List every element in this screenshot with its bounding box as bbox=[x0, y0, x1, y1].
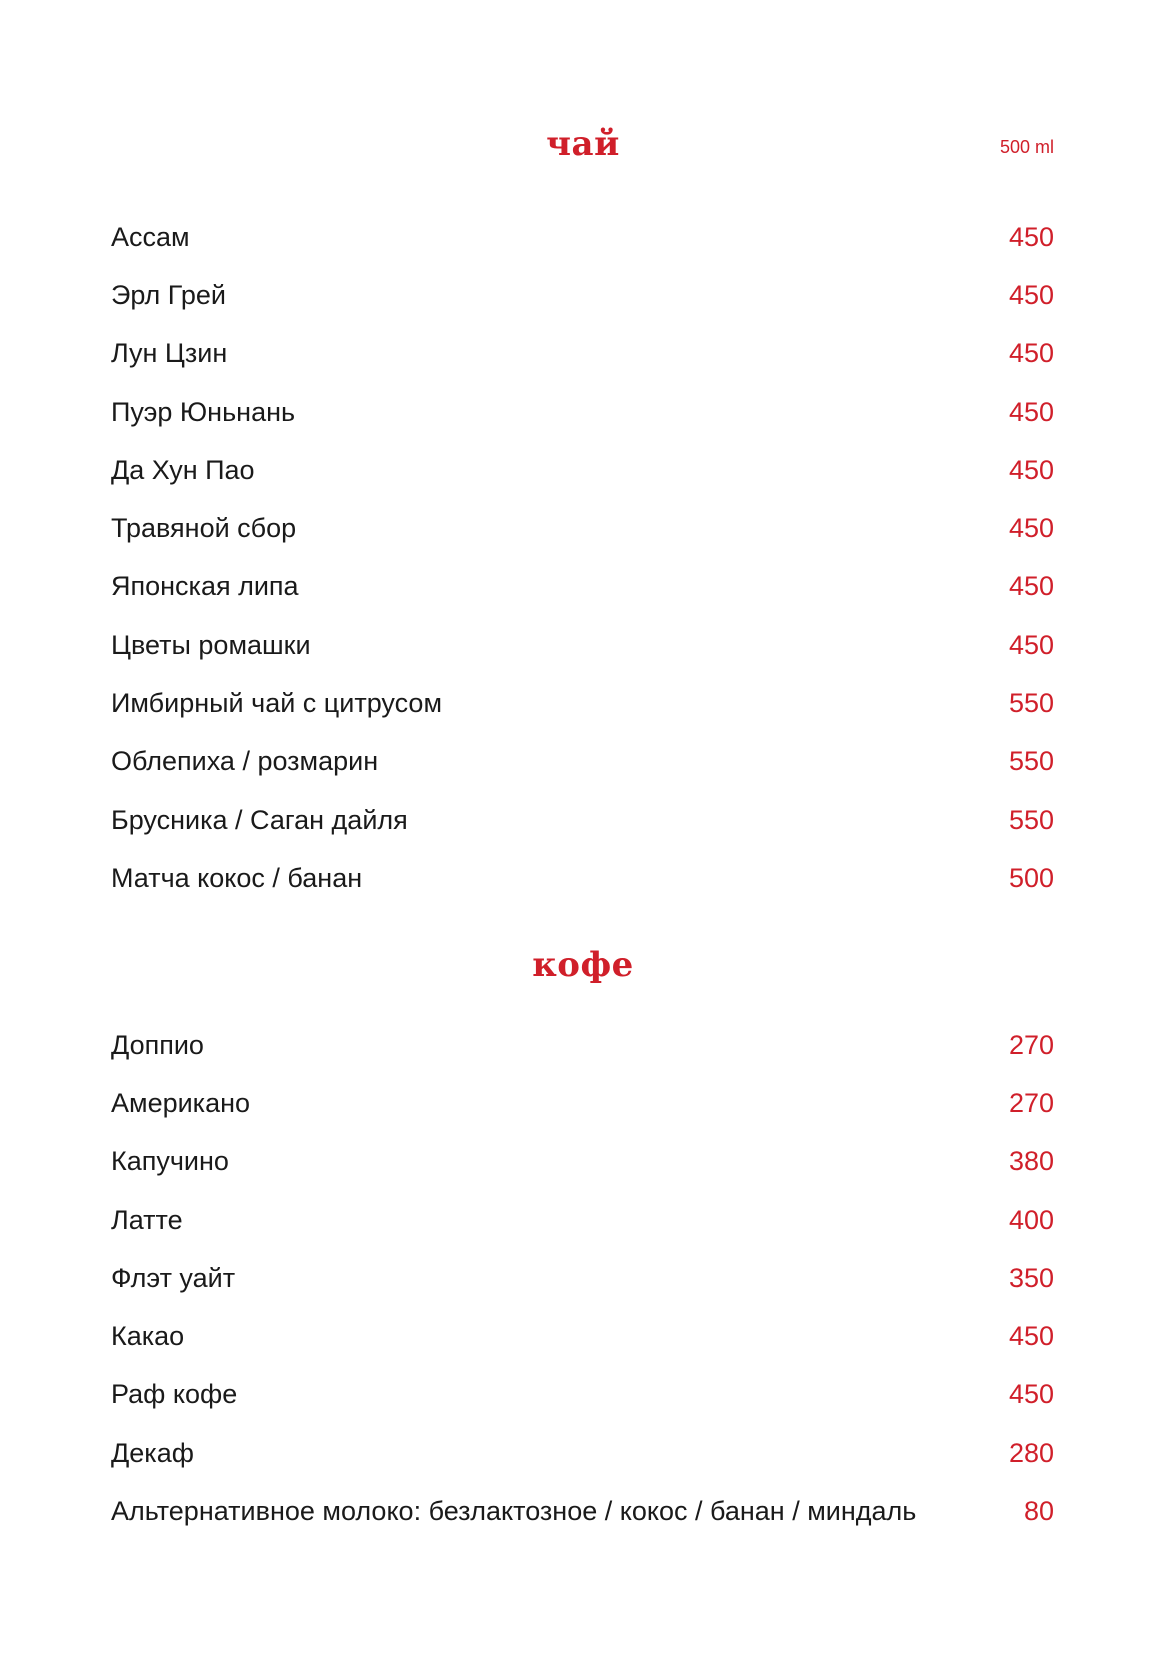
item-price: 550 bbox=[1008, 746, 1054, 777]
item-price: 450 bbox=[1008, 629, 1054, 660]
menu-item bbox=[111, 1191, 1054, 1249]
item-price: 500 bbox=[1008, 862, 1054, 893]
menu-item bbox=[111, 849, 1054, 907]
item-name: Облепиха / розмарин bbox=[111, 746, 379, 777]
menu-item bbox=[111, 325, 1054, 383]
item-name: Травяной сбор bbox=[111, 513, 297, 544]
item-name: Эрл Грей bbox=[111, 279, 226, 310]
item-price: 450 bbox=[1008, 1321, 1054, 1352]
coffee-menu-list bbox=[111, 1016, 1054, 1541]
item-price: 550 bbox=[1008, 804, 1054, 835]
item-price: 270 bbox=[1008, 1029, 1054, 1060]
item-price: 450 bbox=[1008, 571, 1054, 602]
item-name: Цветы ромашки bbox=[111, 629, 311, 660]
menu-item bbox=[111, 1249, 1054, 1307]
menu-item bbox=[111, 383, 1054, 441]
menu-item bbox=[111, 499, 1054, 557]
item-name: Да Хун Пао bbox=[111, 454, 255, 485]
menu-item bbox=[111, 791, 1054, 849]
item-price: 400 bbox=[1008, 1204, 1054, 1235]
item-price: 450 bbox=[1008, 221, 1054, 252]
item-price: 450 bbox=[1008, 1379, 1054, 1410]
item-name: Пуэр Юньнань bbox=[111, 396, 296, 427]
menu-item bbox=[111, 674, 1054, 732]
item-name: Латте bbox=[111, 1204, 183, 1235]
menu-item bbox=[111, 441, 1054, 499]
item-price: 450 bbox=[1008, 338, 1054, 369]
menu-item bbox=[111, 1074, 1054, 1132]
menu-item bbox=[111, 1016, 1054, 1074]
item-price: 450 bbox=[1008, 279, 1054, 310]
item-name: Флэт уайт bbox=[111, 1262, 236, 1293]
menu-item bbox=[111, 558, 1054, 616]
menu-item bbox=[111, 733, 1054, 791]
item-price: 380 bbox=[1008, 1146, 1054, 1177]
item-name: Какао bbox=[111, 1321, 185, 1352]
item-name: Японская липа bbox=[111, 571, 299, 602]
item-price: 80 bbox=[1023, 1496, 1054, 1527]
item-price: 280 bbox=[1008, 1437, 1054, 1468]
menu-item bbox=[111, 1482, 1054, 1540]
item-name: Лун Цзин bbox=[111, 338, 228, 369]
item-price: 270 bbox=[1008, 1087, 1054, 1118]
menu-item bbox=[111, 616, 1054, 674]
menu-item bbox=[111, 1424, 1054, 1482]
item-name: Матча кокос / банан bbox=[111, 862, 363, 893]
tea-menu-list bbox=[111, 208, 1054, 908]
item-price: 450 bbox=[1008, 454, 1054, 485]
item-price: 550 bbox=[1008, 688, 1054, 719]
item-price: 350 bbox=[1008, 1262, 1054, 1293]
menu-item bbox=[111, 1366, 1054, 1424]
item-name: Декаф bbox=[111, 1437, 194, 1468]
item-name: Альтернативное молоко: безлактозное / кокос / банан / миндаль bbox=[111, 1496, 917, 1527]
item-name: Имбирный чай с цитрусом bbox=[111, 688, 443, 719]
item-name: Ассам bbox=[111, 221, 190, 252]
item-name: Брусника / Саган дайля bbox=[111, 804, 408, 835]
menu-item bbox=[111, 1133, 1054, 1191]
menu-item bbox=[111, 208, 1054, 266]
item-name: Американо bbox=[111, 1087, 251, 1118]
tea-section-title: чай bbox=[546, 124, 620, 164]
item-name: Раф кофе bbox=[111, 1379, 238, 1410]
coffee-section-title: кофе bbox=[532, 945, 634, 985]
menu-item bbox=[111, 1307, 1054, 1365]
item-price: 450 bbox=[1008, 396, 1054, 427]
item-price: 450 bbox=[1008, 513, 1054, 544]
item-name: Капучино bbox=[111, 1146, 229, 1177]
menu-item bbox=[111, 266, 1054, 324]
tea-volume-label: 500 ml bbox=[999, 137, 1054, 157]
item-name: Доппио bbox=[111, 1029, 204, 1060]
